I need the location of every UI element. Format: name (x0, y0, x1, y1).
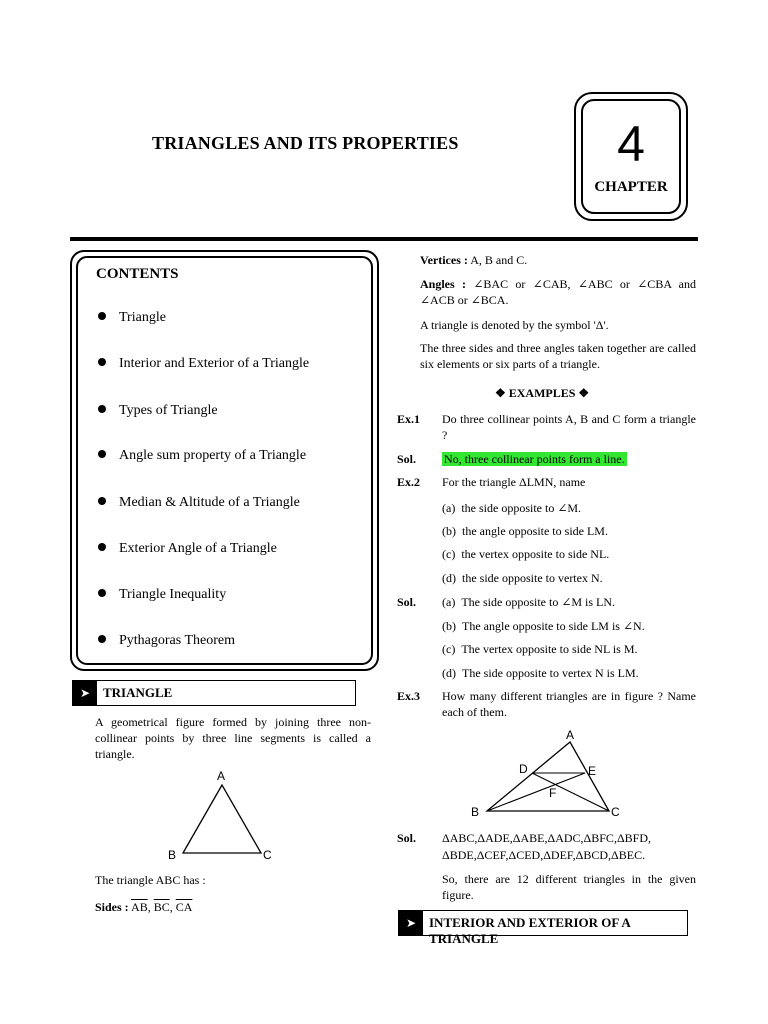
bullet-icon (98, 589, 106, 597)
page-title: TRIANGLES AND ITS PROPERTIES (152, 133, 459, 153)
side-ca: $\overline{CA}$ (175, 900, 193, 914)
chapter-badge (574, 92, 688, 221)
side-ab: $\overline{AB}$ (131, 900, 148, 914)
chapter-label: CHAPTER (594, 179, 668, 195)
ex2-part: (a) the side opposite to ∠M. (442, 501, 582, 515)
sol1-text: No, three collinear points form a line. (444, 452, 625, 466)
contents-box (70, 250, 379, 671)
sol3-line1: ΔABC,ΔADE,ΔABE,ΔADC,ΔBFC,ΔBFD, (442, 831, 651, 845)
vertices-line: Vertices : A, B and C. (420, 253, 528, 267)
bullet-icon (98, 405, 106, 413)
ex2-label: Ex.2 (397, 475, 421, 489)
fig-label-a: A (566, 728, 575, 742)
contents-item[interactable]: Types of Triangle (98, 403, 218, 419)
sol2-part: (c) The vertex opposite to side NL is M. (442, 642, 638, 656)
bullet-icon (98, 358, 106, 366)
triangle-abc-figure (160, 765, 280, 865)
ex2-part: (b) the angle opposite to side LM. (442, 524, 608, 538)
chapter-number: 4 (617, 116, 645, 172)
section-heading-triangle (72, 680, 356, 706)
bullet-icon (98, 450, 106, 458)
contents-item[interactable]: Exterior Angle of a Triangle (98, 541, 277, 557)
sol2-part: (b) The angle opposite to side LM is ∠N. (442, 619, 645, 633)
sol2-part: (d) The side opposite to vertex N is LM. (442, 666, 639, 680)
fig-label-d: D (519, 762, 528, 776)
sides-line: Sides : $\overline{AB}$, $\overline{BC}$, $\overline{CA}$ (95, 900, 193, 914)
triangle-abcdef-figure (465, 725, 635, 825)
ex3-label: Ex.3 (397, 689, 421, 703)
arrow-icon: ➤ (73, 681, 97, 705)
ex2-part: (c) the vertex opposite to side NL. (442, 547, 610, 561)
ex3-text: How many different triangles are in figure ? Name each of them. (442, 689, 696, 719)
denoted-text: A triangle is denoted by the symbol 'Δ'. (420, 318, 609, 332)
sol3-conclusion: So, there are 12 different triangles in the given figure. (442, 872, 696, 902)
sol3-label: Sol. (397, 831, 417, 845)
contents-heading: CONTENTS (96, 266, 179, 282)
sol2-part: (a) The side opposite to ∠M is LN. (442, 595, 616, 609)
ex1-label: Ex.1 (397, 412, 421, 426)
ex1-text: Do three collinear points A, B and C form a triangle ? (442, 412, 696, 442)
fig-label-c: C (611, 805, 620, 819)
vertex-b-label: B (168, 848, 177, 862)
contents-item[interactable]: Median & Altitude of a Triangle (98, 495, 300, 511)
triangle-has-text: The triangle ABC has : (95, 873, 206, 887)
vertex-c-label: C (263, 848, 272, 862)
fig-label-e: E (588, 764, 597, 778)
arrow-icon: ➤ (399, 911, 423, 935)
contents-item[interactable]: Triangle Inequality (98, 587, 226, 603)
triangle-definition: A geometrical figure formed by joining three non-collinear points by three line segments is called a triangle. (95, 715, 371, 761)
sides-label: Sides : (95, 900, 129, 914)
contents-item[interactable]: Triangle (98, 310, 166, 326)
section-heading-interior-exterior (398, 910, 688, 946)
side-bc: $\overline{BC}$ (153, 900, 170, 914)
vertex-a-label: A (217, 769, 226, 783)
sol2-label: Sol. (397, 595, 417, 609)
section-title: TRIANGLE (103, 685, 173, 700)
contents-item[interactable]: Pythagoras Theorem (98, 633, 235, 649)
fig-label-f: F (549, 786, 557, 800)
examples-heading: ❖ EXAMPLES ❖ (495, 386, 590, 400)
angles-line: Angles : ∠BAC or ∠CAB, ∠ABC or ∠CBA and ∠ACB or ∠BCA. (420, 277, 696, 307)
elements-text: The three sides and three angles taken together are called six elements or six parts of a triangle. (420, 341, 696, 371)
bullet-icon (98, 312, 106, 320)
ex2-part: (d) the side opposite to vertex N. (442, 571, 603, 585)
bullet-icon (98, 543, 106, 551)
contents-item[interactable]: Interior and Exterior of a Triangle (98, 356, 309, 372)
sol3-line2: ΔBDE,ΔCEF,ΔCED,ΔDEF,ΔBCD,ΔBEC. (442, 848, 646, 862)
section-title: INTERIOR AND EXTERIOR OF A TRIANGLE (429, 915, 631, 946)
fig-label-b: B (471, 805, 480, 819)
ex2-text: For the triangle ΔLMN, name (442, 475, 586, 489)
bullet-icon (98, 497, 106, 505)
sol1-label: Sol. (397, 452, 417, 466)
bullet-icon (98, 635, 106, 643)
contents-item[interactable]: Angle sum property of a Triangle (98, 448, 306, 464)
header-divider (70, 237, 698, 241)
